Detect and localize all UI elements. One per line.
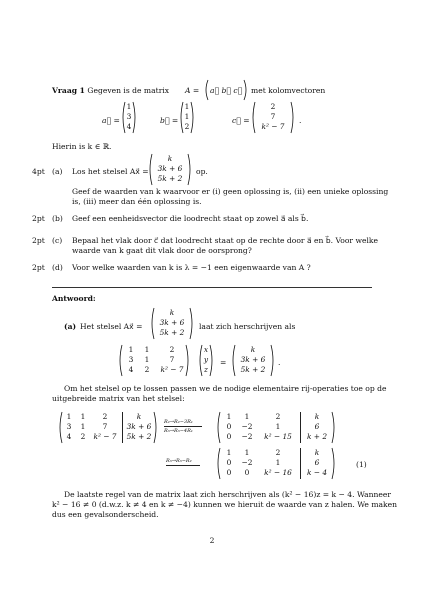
rhs-entry: 5k + 2 <box>240 365 266 374</box>
part-b-points: 2pt <box>32 214 45 223</box>
matrix-entry: k² − 16 <box>264 468 292 477</box>
vector-a-entry: 1 <box>126 102 132 111</box>
answer-a-vector-entry: 3k + 6 <box>159 318 185 327</box>
matrix-entry: k + 2 <box>306 432 328 441</box>
matrix-A-columns: a⃗ b⃗ c⃗ <box>210 86 243 95</box>
matrix-entry: 3k + 6 <box>126 422 152 431</box>
aug2-col <box>222 412 236 442</box>
part-a-vector <box>148 154 192 184</box>
matrix-A-eq: A = <box>185 86 200 95</box>
part-d-text: Voor welke waarden van k is λ = −1 een eigenwaarde van A ? <box>72 263 311 272</box>
matrix-entry: 1 <box>144 355 150 364</box>
matrix-entry: k − 4 <box>306 468 328 477</box>
matrix-entry: k <box>314 448 320 457</box>
matrix-entry: 4 <box>128 365 134 374</box>
part-a-vector-entry: 5k + 2 <box>157 174 183 183</box>
aug1-col <box>62 412 76 442</box>
aug1-rhs <box>123 412 155 442</box>
matrix-entry: 1 <box>80 422 86 431</box>
matrix-entry: −2 <box>241 458 253 467</box>
matrix-entry: 1 <box>144 345 150 354</box>
rhs-entry: k <box>250 345 256 354</box>
aug3-col <box>258 448 298 478</box>
system-matrix-col <box>156 345 188 375</box>
part-b-label: (b) <box>52 214 63 223</box>
matrix-entry: k² − 7 <box>93 432 117 441</box>
matrix-entry: k² − 7 <box>160 365 184 374</box>
vector-a-eq: a⃗ = <box>102 116 120 125</box>
matrix-entry: 6 <box>314 422 320 431</box>
vector-c-eq: c⃗ = <box>232 116 250 125</box>
aug1-col <box>90 412 120 442</box>
part-d-label: (d) <box>52 263 63 272</box>
row-op-3: R₃→R₃−R₂ <box>166 458 192 464</box>
row-op-arrow <box>164 426 202 427</box>
vector-b-entry: 2 <box>184 122 190 131</box>
vector-c-entry: 7 <box>270 112 276 121</box>
matrix-entry: 0 <box>244 468 250 477</box>
question-header <box>52 86 169 95</box>
with-columns-text: met kolomvectoren <box>251 86 326 95</box>
equals-sign: = <box>220 358 227 367</box>
matrix-entry: k² − 15 <box>264 432 292 441</box>
matrix-entry: −2 <box>241 432 253 441</box>
paragraph-2-line3: dus een gevalsonderscheid. <box>52 510 159 519</box>
answer-a-vector-entry: k <box>169 308 175 317</box>
paragraph-1-line1: Om het stelsel op te lossen passen we de nodige elementaire rij-operaties toe op de <box>64 384 387 393</box>
k-domain-text: Hierin is k ∈ ℝ. <box>52 142 112 151</box>
vector-c-period: . <box>299 116 302 125</box>
matrix-entry: 1 <box>244 448 250 457</box>
vector-b <box>179 102 195 132</box>
system-x-vector <box>198 345 214 375</box>
row-op-2: R₃→R₃−4R₁ <box>164 428 193 434</box>
part-a-pre: Los het stelsel Ax⃗ = <box>72 167 149 176</box>
answer-a-pre: Het stelsel Ax⃗ = <box>80 322 143 331</box>
row-op-arrow <box>166 465 200 466</box>
part-a-vector-entry: k <box>167 154 173 163</box>
matrix-entry: 2 <box>144 365 150 374</box>
unknown-entry: z <box>204 365 208 374</box>
question-intro: Gegeven is de matrix <box>87 86 170 95</box>
part-a-line3: is, (iii) meer dan één oplossing is. <box>72 197 202 206</box>
answer-a-post: laat zich herschrijven als <box>199 322 296 331</box>
system-matrix-col <box>124 345 138 375</box>
answer-a-vector-entry: 5k + 2 <box>159 328 185 337</box>
answer-a-label: (a) <box>64 322 77 331</box>
matrix-entry: 0 <box>226 432 232 441</box>
matrix-entry: k <box>314 412 320 421</box>
aug3-col <box>238 448 256 478</box>
matrix-entry: 1 <box>275 422 281 431</box>
section-divider <box>52 287 372 288</box>
matrix-entry: −2 <box>241 422 253 431</box>
matrix-entry: 2 <box>169 345 175 354</box>
question-label: Vraag 1 <box>52 86 85 95</box>
paragraph-2-line1: De laatste regel van de matrix laat zich herschrijven als (k² − 16)z = k − 4. Wanneer <box>64 490 392 499</box>
matrix-entry: 2 <box>275 412 281 421</box>
matrix-entry: 0 <box>226 422 232 431</box>
matrix-entry: 2 <box>80 432 86 441</box>
matrix-entry: 1 <box>275 458 281 467</box>
matrix-entry: 1 <box>244 412 250 421</box>
paragraph-2-line2: k² − 16 ≠ 0 (d.w.z. k ≠ 4 en k ≠ −4) kunnen we hieruit de waarde van z halen. We maken <box>52 500 398 509</box>
matrix-entry: 3 <box>128 355 134 364</box>
aug2-col <box>258 412 298 442</box>
vector-c <box>251 102 295 132</box>
vector-b-eq: b⃗ = <box>160 116 179 125</box>
vector-a-entry: 4 <box>126 122 132 131</box>
matrix-entry: 0 <box>226 458 232 467</box>
unknown-entry: y <box>203 355 209 364</box>
aug3-rhs <box>301 448 333 478</box>
part-c-text2: waarde van k gaat dit vlak door de oorsprong? <box>72 246 252 255</box>
matrix-entry: 2 <box>275 448 281 457</box>
system-matrix-col <box>140 345 154 375</box>
rhs-entry: 3k + 6 <box>240 355 266 364</box>
answer-heading: Antwoord: <box>52 294 96 303</box>
vector-a <box>121 102 137 132</box>
matrix-entry: 1 <box>226 448 232 457</box>
matrix-entry: 7 <box>169 355 175 364</box>
page-number: 2 <box>209 536 215 545</box>
part-d-points: 2pt <box>32 263 45 272</box>
matrix-entry: 6 <box>314 458 320 467</box>
matrix-entry: 1 <box>128 345 134 354</box>
part-a-vector-entry: 3k + 6 <box>157 164 183 173</box>
part-a-post: op. <box>196 167 208 176</box>
aug1-col <box>76 412 90 442</box>
part-c-text: Bepaal het vlak door c⃗ dat loodrecht staat op de rechte door a⃗ en b⃗. Voor welke <box>72 236 378 245</box>
part-a-label: (a) <box>52 167 63 176</box>
row-op-1: R₂→R₂−3R₁ <box>164 419 193 425</box>
matrix-entry: k <box>136 412 142 421</box>
aug2-rhs <box>301 412 333 442</box>
vector-b-entry: 1 <box>184 112 190 121</box>
vector-c-entry: k² − 7 <box>261 122 285 131</box>
matrix-entry: 7 <box>102 422 108 431</box>
part-a-points: 4pt <box>32 167 45 176</box>
part-a-line2: Geef de waarden van k waarvoor er (i) geen oplossing is, (ii) een unieke oplossing <box>72 187 389 196</box>
matrix-entry: 3 <box>66 422 72 431</box>
matrix-entry: 1 <box>66 412 72 421</box>
paragraph-1-line2: uitgebreide matrix van het stelsel: <box>52 394 185 403</box>
aug2-col <box>238 412 256 442</box>
part-c-points: 2pt <box>32 236 45 245</box>
part-c-label: (c) <box>52 236 63 245</box>
matrix-entry: 1 <box>226 412 232 421</box>
system-rhs-vector <box>231 345 275 375</box>
vector-a-entry: 3 <box>126 112 132 121</box>
vector-b-entry: 1 <box>184 102 190 111</box>
vector-c-entry: 2 <box>270 102 276 111</box>
matrix-entry: 4 <box>66 432 72 441</box>
system-period: . <box>278 358 281 367</box>
matrix-entry: 2 <box>102 412 108 421</box>
part-b-text: Geef een eenheidsvector die loodrecht staat op zowel a⃗ als b⃗. <box>72 214 309 223</box>
aug3-col <box>222 448 236 478</box>
equation-number: (1) <box>356 460 367 469</box>
matrix-entry: 0 <box>226 468 232 477</box>
unknown-entry: x <box>203 345 209 354</box>
matrix-entry: 5k + 2 <box>126 432 152 441</box>
matrix-entry: 1 <box>80 412 86 421</box>
answer-a-vector <box>150 308 194 338</box>
